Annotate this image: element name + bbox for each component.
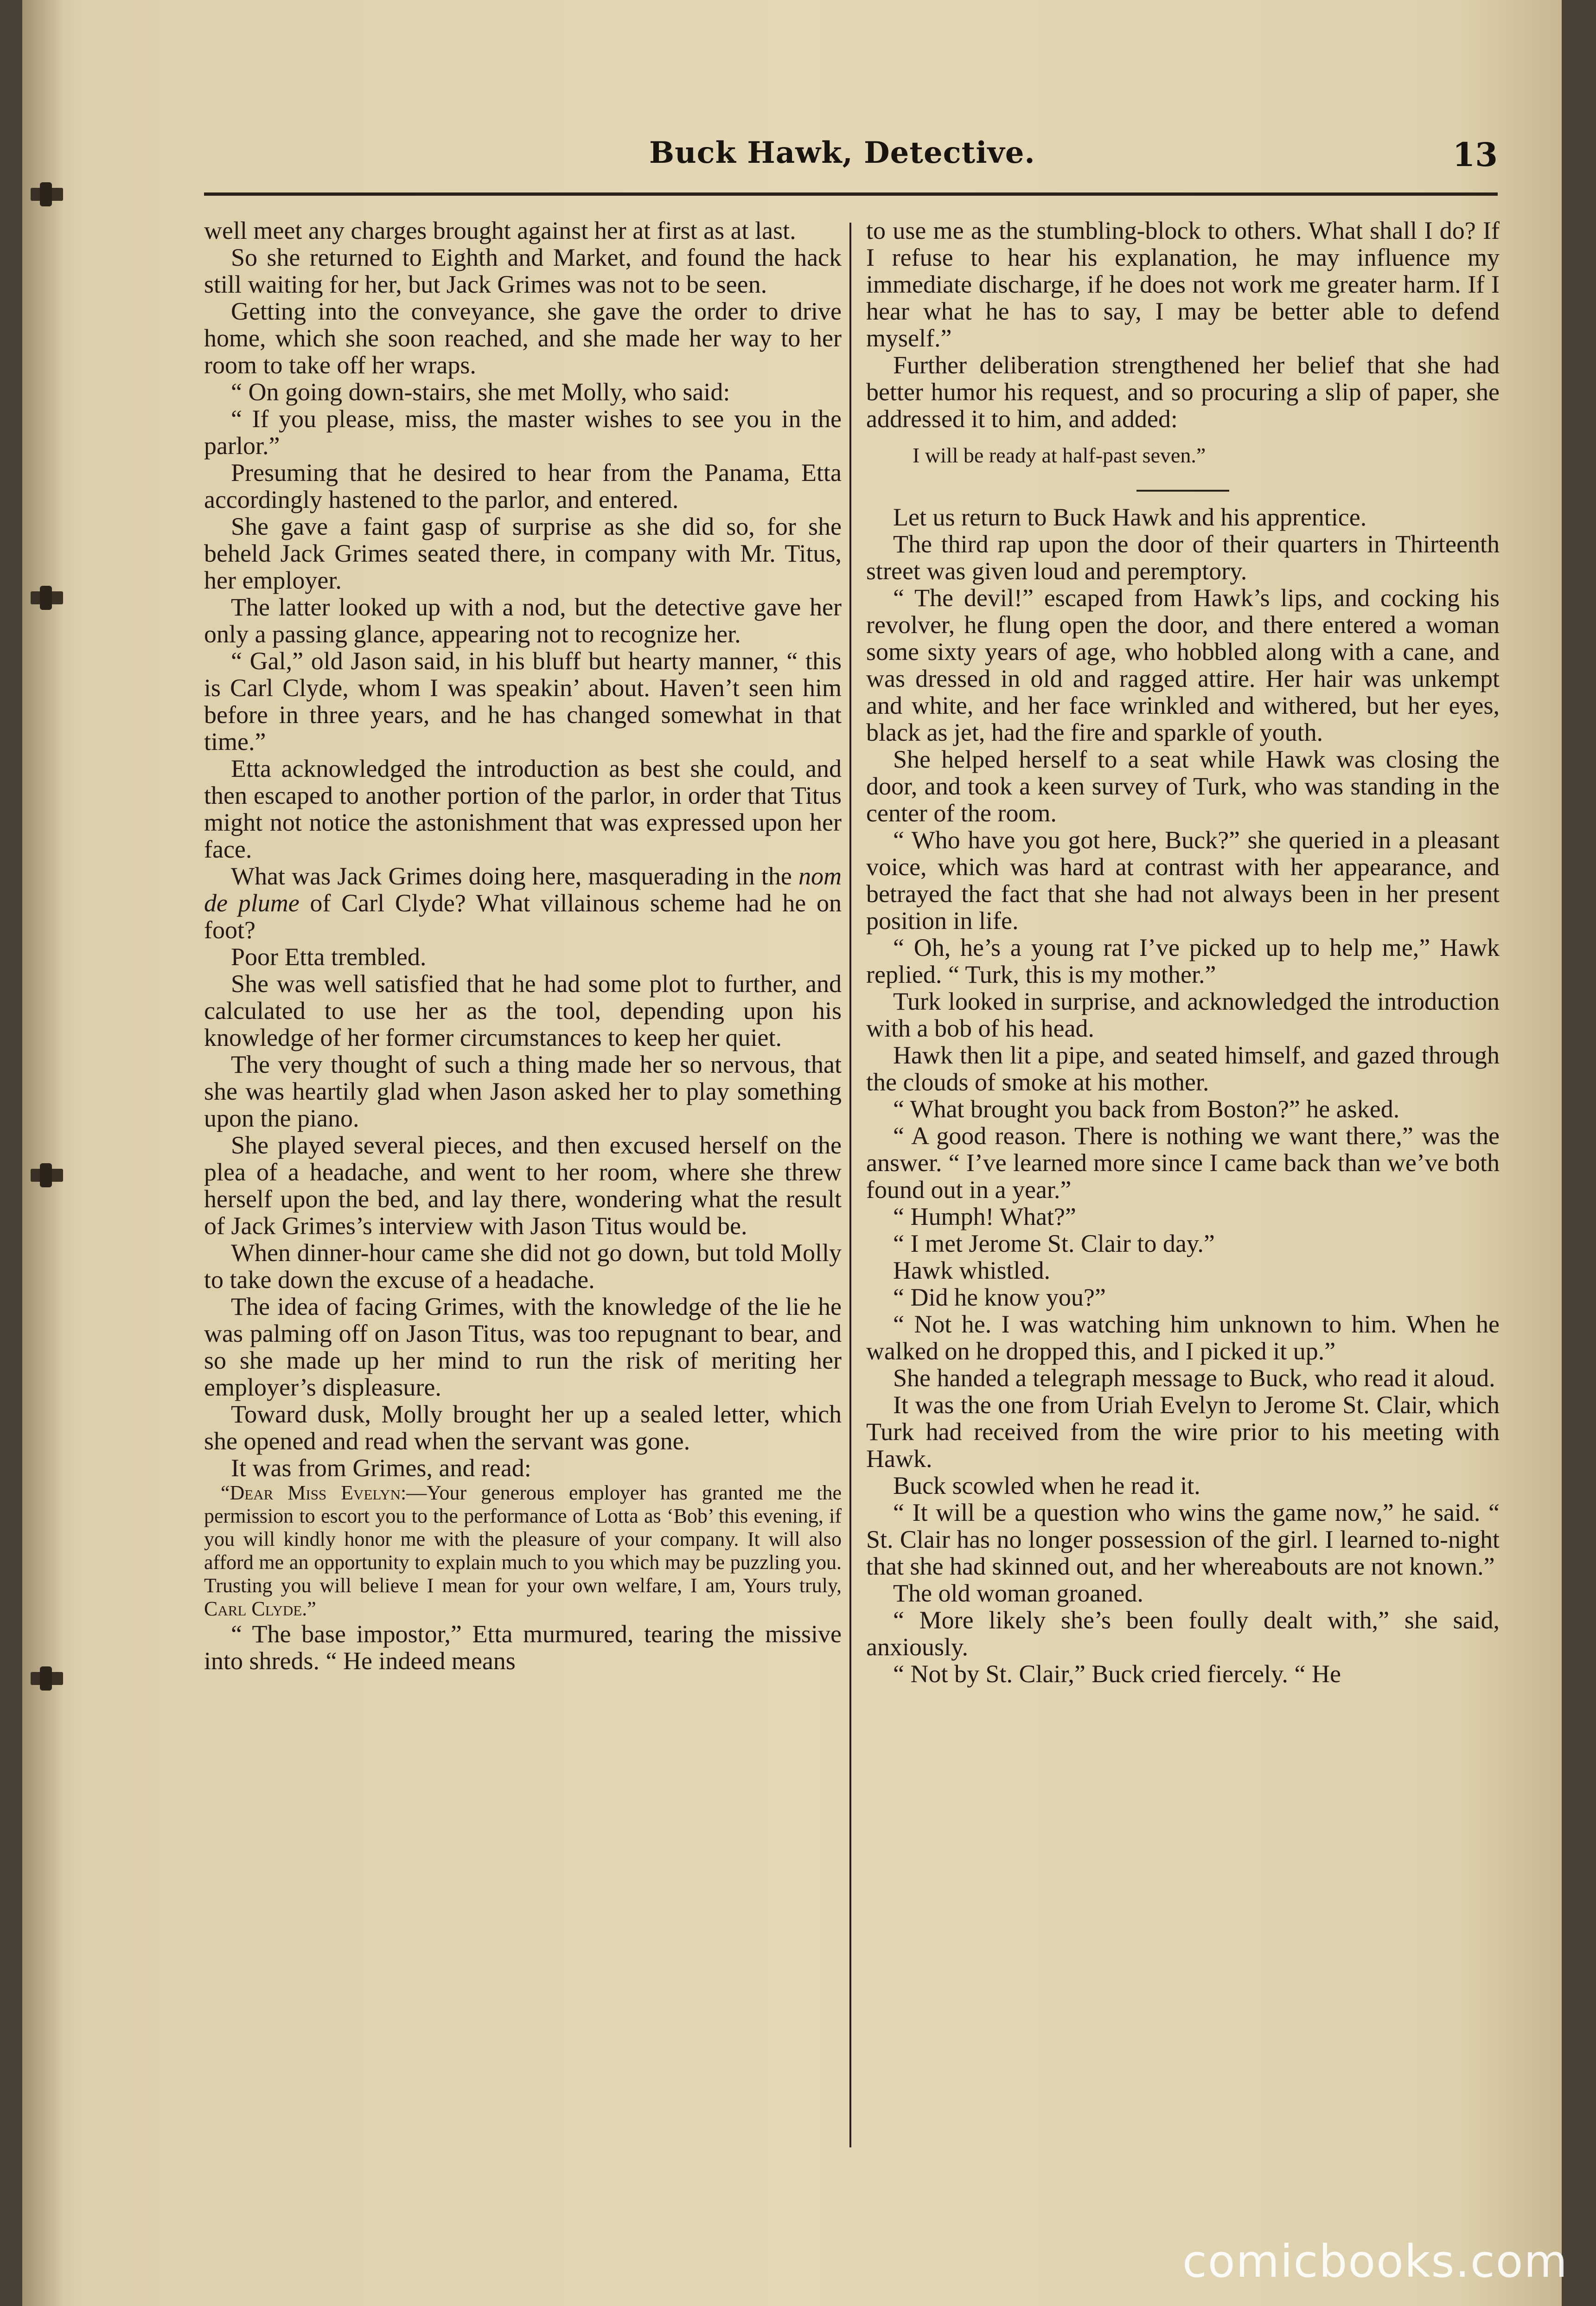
- paragraph: “ Who have you got here, Buck?” she queried in a pleasant voice, which was hard at contrast with her appearance, and betrayed the fact that she had not always been in her present position in life.: [866, 826, 1500, 935]
- paragraph: Toward dusk, Molly brought her up a sealed letter, which she opened and read when the servant was gone.: [204, 1400, 842, 1455]
- paragraph: “ Oh, he’s a young rat I’ve picked up to help me,” Hawk replied. “ Turk, this is my mother.”: [866, 934, 1500, 988]
- right-column: [866, 217, 1500, 1687]
- paragraph: The old woman groaned.: [893, 1579, 1143, 1607]
- paragraph: She played several pieces, and then excused herself on the plea of a headache, and went to her room, where she threw herself upon the bed, and lay there, wondering what the result of Jack Grimes’s interview with Jason Titus would be.: [204, 1131, 842, 1240]
- paragraph: Buck scowled when he read it.: [893, 1472, 1200, 1499]
- letter-body: —Your generous employer has granted me the permission to escort you to the performance of Lotta as ‘Bob’ this evening, if you will kindly honor me with the pleasure of your company. It will also afford me an opportunity to explain much to you which may be puzzling you. Trusting you will believe I mean for your own welfare, I am, Yours truly,: [204, 1481, 842, 1597]
- paragraph: [204, 863, 842, 943]
- staple: [31, 188, 63, 201]
- page-number: 13: [1452, 135, 1498, 174]
- paragraph: So she returned to Eighth and Market, and found the hack still waiting for her, but Jack Grimes was not to be seen.: [204, 243, 842, 298]
- paragraph: Hawk then lit a pipe, and seated himself, and gazed through the clouds of smoke at his mother.: [866, 1041, 1500, 1096]
- paragraph: “ A good reason. There is nothing we want there,” was the answer. “ I’ve learned more since I came back than we’ve both found out in a year.”: [866, 1122, 1500, 1204]
- paragraph: “ Not by St. Clair,” Buck cried fiercely. “ He: [893, 1660, 1341, 1688]
- paragraph: “ What brought you back from Boston?” he asked.: [893, 1095, 1400, 1123]
- paragraph: Poor Etta trembled.: [231, 943, 427, 971]
- paragraph: “ I met Jerome St. Clair to day.”: [893, 1230, 1215, 1257]
- staple: [31, 591, 63, 604]
- paragraph: Etta acknowledged the introduction as best she could, and then escaped to another portion of the parlor, in order that Titus might not notice the astonishment that was expressed upon her face.: [204, 755, 842, 863]
- paragraph: “ Not he. I was watching him unknown to him. When he walked on he dropped this, and I picked it up.”: [866, 1310, 1500, 1365]
- running-title: Buck Hawk, Detective.: [649, 135, 1035, 170]
- paragraph: She handed a telegraph message to Buck, who read it aloud.: [893, 1364, 1495, 1392]
- staple: [31, 1672, 63, 1685]
- section-break: [1136, 490, 1229, 492]
- letter-text: [204, 1481, 842, 1621]
- paragraph: The very thought of such a thing made her so nervous, that she was heartily glad when Jason asked her to play something upon the piano.: [204, 1051, 842, 1132]
- paragraph: Hawk whistled.: [893, 1256, 1050, 1284]
- paragraph: “ If you please, miss, the master wishes to see you in the parlor.”: [204, 405, 842, 460]
- paragraph: Presuming that he desired to hear from the Panama, Etta accordingly hastened to the parlor, and entered.: [204, 459, 842, 513]
- paragraph: “ Gal,” old Jason said, in his bluff but hearty manner, “ this is Carl Clyde, whom I was speakin’ about. Haven’t seen him before in three years, and he has changed somewhat in that time.”: [204, 647, 842, 756]
- page-header: [204, 135, 1498, 177]
- paragraph: Further deliberation strengthened her belief that she had better humor his request, and so procuring a slip of paper, she addressed it to him, and added:: [866, 351, 1500, 433]
- paragraph: She helped herself to a seat while Hawk was closing the door, and took a keen survey of Turk, who was standing in the center of the room.: [866, 745, 1500, 827]
- letter-salutation: “Dear Miss Evelyn:: [221, 1481, 407, 1504]
- staple: [31, 1169, 63, 1182]
- paragraph: “ It will be a question who wins the game now,” he said. “ St. Clair has no longer possession of the girl. I learned to-night that she had skinned out, and her whereabouts are not known.”: [866, 1499, 1500, 1580]
- left-column: [204, 217, 842, 1674]
- paragraph: well meet any charges brought against her at first as at last.: [204, 217, 796, 244]
- text-run: of Carl Clyde? What villainous scheme had he on foot?: [204, 889, 842, 944]
- watermark: comicbooks.com: [1182, 2236, 1568, 2287]
- paragraph: Getting into the conveyance, she gave the order to drive home, which she soon reached, and she made her way to her room to take off her wraps.: [204, 297, 842, 379]
- paragraph: Turk looked in surprise, and acknowledged the introduction with a bob of his head.: [866, 987, 1500, 1042]
- paragraph: When dinner-hour came she did not go down, but told Molly to take down the excuse of a headache.: [204, 1239, 842, 1294]
- paragraph: “ Did he know you?”: [893, 1283, 1106, 1311]
- reply-note: I will be ready at half-past seven.”: [913, 443, 1206, 467]
- text-run: What was Jack Grimes doing here, masquerading in the: [231, 862, 798, 890]
- paragraph: “ The devil!” escaped from Hawk’s lips, and cocking his revolver, he flung open the door, and there entered a woman some sixty years of age, who hobbled along with a cane, and was dressed in old and ragged attire. Her hair was unkempt and white, and her face wrinkled and withered, but her eyes, black as jet, had the fire and sparkle of youth.: [866, 584, 1500, 746]
- paragraph: She gave a faint gasp of surprise as she did so, for she beheld Jack Grimes seated there, in company with Mr. Titus, her employer.: [204, 512, 842, 594]
- paragraph: The latter looked up with a nod, but the detective gave her only a passing glance, appearing not to recognize her.: [204, 593, 842, 648]
- italic-phrase: nom de plume: [204, 862, 842, 917]
- paragraph: “ Humph! What?”: [893, 1203, 1076, 1230]
- paragraph: “ More likely she’s been foully dealt with,” she said, anxiously.: [866, 1606, 1500, 1661]
- paragraph: Let us return to Buck Hawk and his apprentice.: [893, 503, 1367, 531]
- paragraph: It was the one from Uriah Evelyn to Jerome St. Clair, which Turk had received from the wire prior to his meeting with Hawk.: [866, 1391, 1500, 1473]
- paragraph: “ The base impostor,” Etta murmured, tearing the missive into shreds. “ He indeed means: [204, 1620, 842, 1675]
- paragraph: The third rap upon the door of their quarters in Thirteenth street was given loud and peremptory.: [866, 530, 1500, 585]
- paragraph: She was well satisfied that he had some plot to further, and calculated to use her as the tool, depending upon his knowledge of her former circumstances to keep her quiet.: [204, 970, 842, 1051]
- column-divider: [849, 223, 851, 2147]
- paragraph: It was from Grimes, and read:: [231, 1454, 531, 1482]
- paragraph: to use me as the stumbling-block to others. What shall I do? If I refuse to hear his explanation, he may influence my immediate discharge, if he does not work me greater harm. If I hear what he has to say, I may be better able to defend myself.”: [866, 217, 1500, 352]
- header-rule: [204, 192, 1498, 196]
- paragraph: The idea of facing Grimes, with the knowledge of the lie he was palming off on Jason Titus, was too repugnant to bear, and so she made up her mind to run the risk of meriting her employer’s displeasure.: [204, 1293, 842, 1401]
- paragraph: “ On going down-stairs, she met Molly, who said:: [231, 378, 730, 406]
- letter-signature: Carl Clyde.”: [204, 1597, 316, 1620]
